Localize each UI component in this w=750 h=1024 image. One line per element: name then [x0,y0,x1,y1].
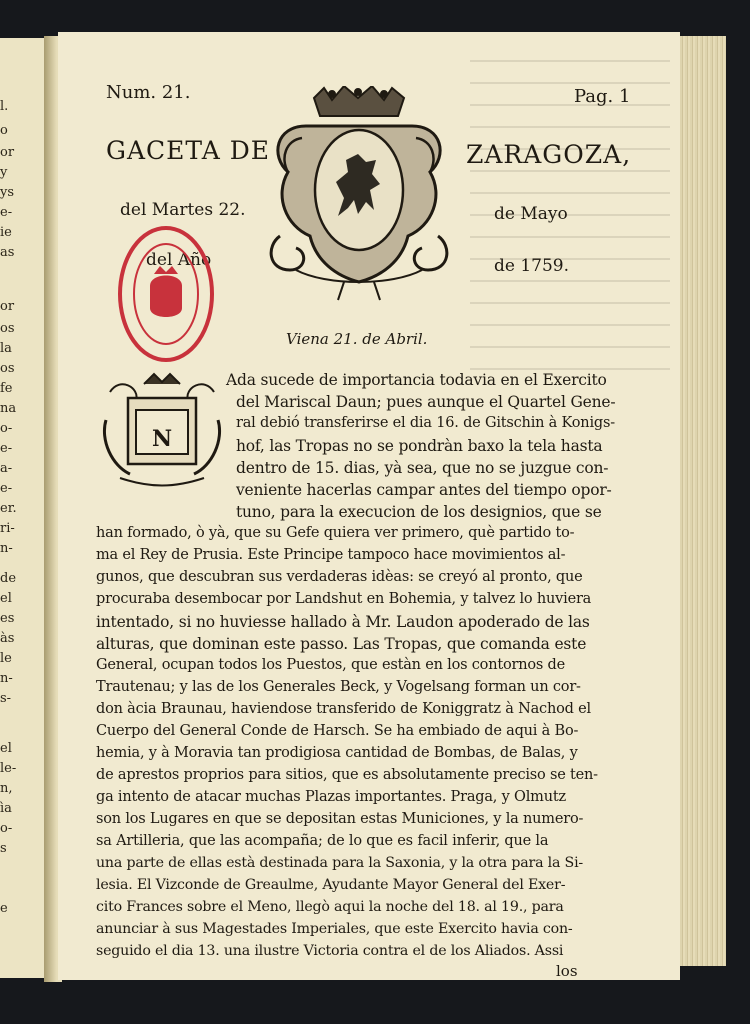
left-fragment: n- [0,541,13,556]
stamp-text-bottom [590,262,595,263]
left-fragment: e [0,901,8,916]
left-fragment: el [0,591,12,606]
left-fragment: el [0,741,12,756]
left-fragment: fe [0,381,13,396]
left-fragment: às [0,631,15,646]
body-line: ga intento de atacar muchas Plazas importantes. Praga, y Olmutz [96,789,566,805]
body-line: veniente hacerlas campar antes del tiempo opor- [236,481,612,499]
left-fragment: la [0,341,12,356]
body-line: son los Lugares en que se depositan estas Municiones, y la numero- [96,811,584,827]
left-fragment: er. [0,501,17,516]
left-fragment: l. [0,99,9,114]
body-line: Trautenau; y las de los Generales Beck, y Vogelsang forman un cor- [96,679,581,695]
body-line: procuraba desembocar por Landshut en Bohemia, y talvez lo huviera [96,591,592,607]
left-fragment: n, [0,781,13,796]
body-line: cito Frances sobre el Meno, llegò aqui la noche del 18. al 19., para [96,899,564,915]
left-fragment: a- [0,461,13,476]
issue-number: Num. 21. [106,82,191,103]
left-fragment: o [0,123,8,138]
left-fragment: o- [0,421,13,436]
body-line: anunciar à sus Magestades Imperiales, que este Exercito havia con- [96,921,573,937]
body-line: intentado, si no huviesse hallado à Mr. Laudon apoderado de las [96,613,590,631]
left-fragment: as [0,245,15,260]
body-line: dentro de 15. dias, yà sea, que no se juzgue con- [236,459,609,477]
drop-cap-ornament [100,370,224,488]
left-fragment: ìa [0,801,12,816]
body-line: seguido el dia 13. una ilustre Victoria contra el de los Aliados. Assi [96,943,564,959]
left-fragment: ys [0,185,15,200]
body-line: lesia. El Vizconde de Greaulme, Ayudante Mayor General del Exer- [96,877,566,893]
left-fragment: e- [0,205,13,220]
catchword: los [556,962,578,980]
body-line: alturas, que dominan este passo. Las Tropas, que comanda este [96,635,587,653]
left-fragment: ri- [0,521,15,536]
left-fragment: os [0,321,15,336]
left-fragment: le [0,651,12,666]
body-line: ma el Rey de Prusia. Este Principe tampoco hace movimientos al- [96,547,566,563]
body-line: Ada sucede de importancia todavia en el Exercito [226,371,607,389]
body-line: don àcia Braunau, haviendose transferido de Koniggratz à Nachod el [96,701,591,717]
coat-of-arms-icon [266,86,452,304]
left-fragment: or [0,145,15,160]
left-fragment: ie [0,225,12,240]
body-line: gunos, que descubran sus verdaderas idèas: se creyó al pronto, que [96,569,583,585]
left-fragment: es [0,611,15,626]
body-line: hof, las Tropas no se pondràn baxo la tela hasta [236,437,603,455]
left-fragment: s [0,841,7,856]
page-edges [680,36,726,966]
left-fragment: de [0,571,17,586]
left-fragment: os [0,361,15,376]
left-page-edge [0,38,46,978]
body-line: sa Artilleria, que las acompaña; de lo que es facil inferir, que la [96,833,549,849]
page-number: Pag. 1 [574,86,631,107]
body-line: una parte de ellas està destinada para la Saxonia, y la otra para la Si- [96,855,584,871]
body-line: tuno, para la execucion de los designios, que se [236,503,602,521]
masthead-left: GACETA DE [106,136,271,165]
dateline: Viena 21. de Abril. [286,330,428,348]
left-fragment: o- [0,821,13,836]
left-fragment: n- [0,671,13,686]
left-fragment: le- [0,761,17,776]
left-fragment: e- [0,441,13,456]
issue-date-month: de Mayo [494,204,568,224]
drop-cap-letter: N [152,426,173,452]
masthead-right: ZARAGOZA, [466,140,632,169]
body-line: han formado, ò yà, que su Gefe quiera ver primero, què partido to- [96,525,575,541]
issue-year-label: del Año [146,250,212,270]
body-line: ral debió transferirse el dia 16. de Gitschin à Konigs- [236,415,615,431]
left-fragment: y [0,165,8,180]
left-fragment: e- [0,481,13,496]
library-stamp [116,224,216,364]
body-line: General, ocupan todos los Puestos, que estàn en los contornos de [96,657,566,673]
left-fragment: or [0,299,15,314]
body-line: de aprestos proprios para sitios, que es absolutamente preciso se ten- [96,767,598,783]
issue-year: de 1759. [494,256,570,276]
body-line: hemia, y à Moravia tan prodigiosa cantidad de Bombas, de Balas, y [96,745,578,761]
left-fragment: s- [0,691,12,706]
issue-date-day: del Martes 22. [120,200,246,220]
left-fragment: na [0,401,17,416]
body-line: del Mariscal Daun; pues aunque el Quartel Gene- [236,393,616,411]
body-line: Cuerpo del General Conde de Harsch. Se ha embiado de aqui à Bo- [96,723,579,739]
